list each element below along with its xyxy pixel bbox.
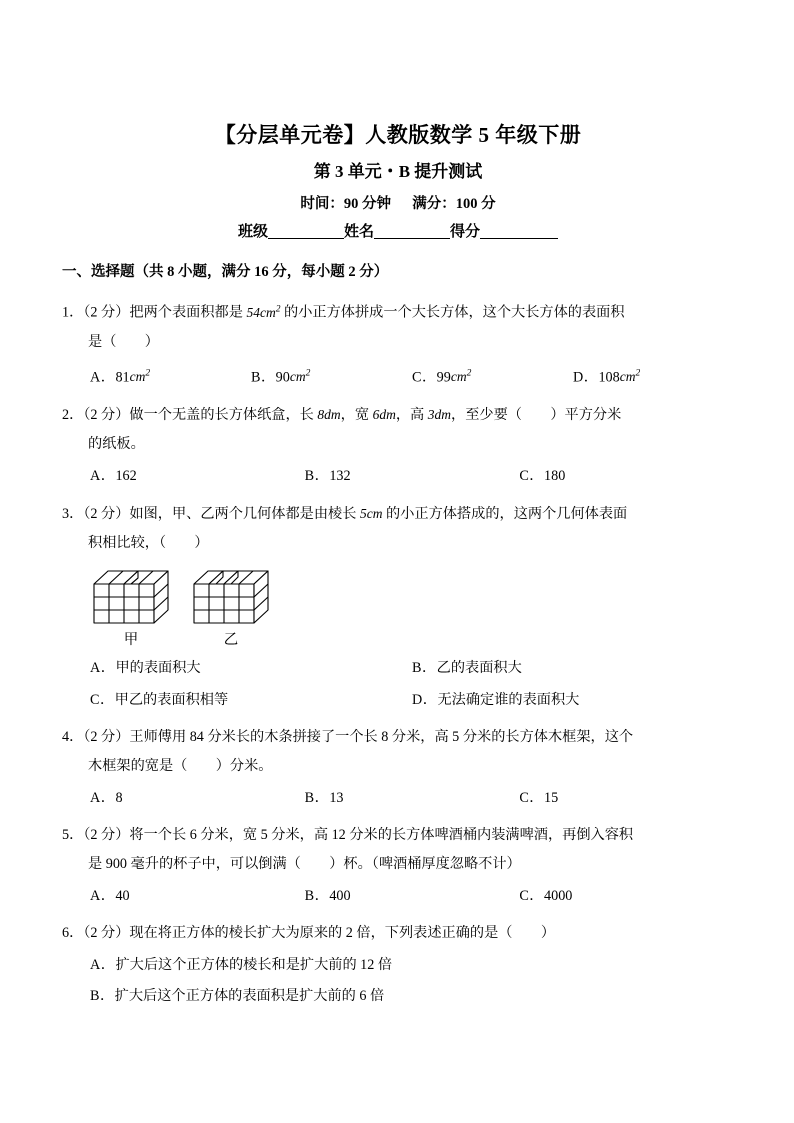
name-field-label: 姓名 xyxy=(343,224,374,240)
math-5cm: 5cm xyxy=(359,506,383,521)
question-3-options-row-2 xyxy=(62,685,734,715)
figure-jia xyxy=(90,566,172,651)
option-3-A[interactable]: A．甲的表面积大 xyxy=(90,660,201,676)
question-3 xyxy=(62,499,734,558)
option-1-C[interactable]: C．$99cm^2$ xyxy=(412,368,472,385)
option-3-D[interactable]: D．无法确定谁的表面积大 xyxy=(412,692,580,708)
option-4-C[interactable]: C．15 xyxy=(519,790,559,806)
figure-jia-label: 甲 xyxy=(123,632,139,648)
question-6 xyxy=(62,919,734,948)
question-2-options xyxy=(62,461,734,491)
class-field-label: 班级 xyxy=(237,224,268,240)
option-6-A[interactable]: A．扩大后这个正方体的棱长和是扩大前的 12 倍 xyxy=(90,957,393,973)
question-3-figures xyxy=(62,566,734,651)
math-54cm2: $54cm^2$ xyxy=(246,304,281,320)
cube-stack-jia-icon xyxy=(90,566,172,628)
class-field-blank[interactable] xyxy=(268,222,344,239)
math-6dm: 6dm xyxy=(372,407,396,422)
option-1-A[interactable]: A．$81cm^2$ xyxy=(90,368,151,385)
page-content xyxy=(62,118,734,1012)
option-1-B[interactable]: B．$90cm^2$ xyxy=(251,368,311,385)
student-info-row xyxy=(62,219,734,245)
figure-yi xyxy=(190,566,272,651)
option-5-C[interactable]: C．4000 xyxy=(519,888,573,904)
question-5-line-1: 5．（2 分）将一个长 6 分米，宽 5 分米，高 12 分米的长方体啤酒桶内装满啤酒，再倒入容积 xyxy=(62,827,634,843)
question-3-line-2: 积相比较，（ ） xyxy=(88,535,209,551)
question-1-options xyxy=(62,359,734,393)
total-score-label: 满分：100 分 xyxy=(412,196,496,212)
cube-stack-yi-icon xyxy=(190,566,272,628)
math-3dm: 3dm xyxy=(427,407,452,422)
page-title: 【分层单元卷】人教版数学 5 年级下册 xyxy=(214,123,582,147)
section-heading-choice: 一、选择题（共 8 小题，满分 16 分，每小题 2 分） xyxy=(62,264,389,280)
math-8dm: 8dm xyxy=(317,407,341,422)
question-4-options xyxy=(62,783,734,813)
option-5-A[interactable]: A．40 xyxy=(90,888,130,904)
figure-yi-label: 乙 xyxy=(223,632,239,648)
option-4-B[interactable]: B．13 xyxy=(304,790,344,806)
question-2-line-1: 2．（2 分）做一个无盖的长方体纸盒，长 8dm，宽 6dm，高 3dm，至少要（ ）平方分米 xyxy=(62,407,622,423)
option-2-B[interactable]: B．132 xyxy=(304,468,351,484)
question-4-line-2: 木框架的宽是（ ）分米。 xyxy=(88,758,273,774)
question-1-line-2: 是（ ） xyxy=(88,333,159,350)
question-5-line-2: 是 900 毫升的杯子中，可以倒满（ ）杯。（啤酒桶厚度忽略不计） xyxy=(88,856,521,872)
option-2-A[interactable]: A．162 xyxy=(90,468,137,484)
option-3-C[interactable]: C．甲乙的表面积相等 xyxy=(90,692,229,708)
question-5-options xyxy=(62,881,734,911)
option-4-A[interactable]: A．8 xyxy=(90,790,123,806)
question-4 xyxy=(62,723,734,781)
score-field-blank[interactable] xyxy=(480,222,558,239)
option-6-B[interactable]: B．扩大后这个正方体的表面积是扩大前的 6 倍 xyxy=(90,988,385,1004)
time-label: 时间：90 分钟 xyxy=(300,196,391,212)
question-1-line-1: 1．（2 分）把两个表面积都是 $54cm^2$ 的小正方体拼成一个大长方体，这个大长方体的表面积 xyxy=(62,304,625,321)
option-3-B[interactable]: B．乙的表面积大 xyxy=(412,660,522,676)
question-3-line-1: 3．（2 分）如图，甲、乙两个几何体都是由棱长 5cm 的小正方体搭成的，这两个几何体表面 xyxy=(62,506,628,522)
name-field-blank[interactable] xyxy=(374,222,450,239)
question-5 xyxy=(62,821,734,879)
question-3-options-row-1 xyxy=(62,653,734,683)
option-2-C[interactable]: C．180 xyxy=(519,468,566,484)
question-1 xyxy=(62,295,734,357)
page-subtitle: 第 3 单元・B 提升测试 xyxy=(313,162,483,181)
question-4-line-1: 4．（2 分）王师傅用 84 分米长的木条拼接了一个长 8 分米，高 5 分米的长方体木框架，这个 xyxy=(62,729,634,745)
option-5-B[interactable]: B．400 xyxy=(304,888,351,904)
question-2 xyxy=(62,400,734,459)
question-2-line-2: 的纸板。 xyxy=(88,436,145,452)
question-6-options xyxy=(62,950,734,1012)
exam-meta xyxy=(62,190,734,218)
option-1-D[interactable]: D．$108cm^2$ xyxy=(573,368,641,385)
score-field-label: 得分 xyxy=(450,224,481,240)
question-6-line-1: 6．（2 分）现在将正方体的棱长扩大为原来的 2 倍，下列表述正确的是（ ） xyxy=(62,925,556,941)
